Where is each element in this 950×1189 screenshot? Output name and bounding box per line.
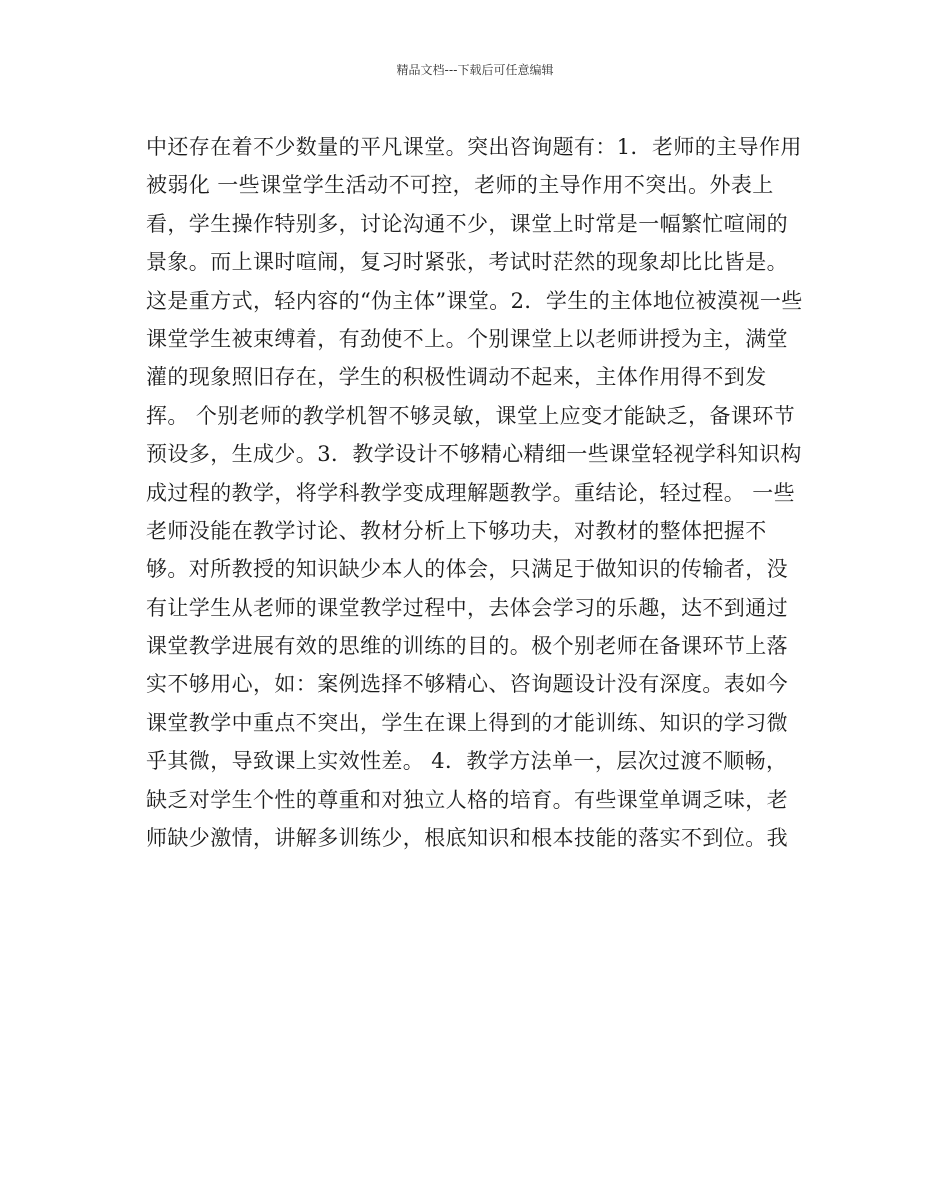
text-line: 实不够用心，如：案例选择不够精心、咨询题设计没有深度。表如今	[146, 672, 788, 697]
text-line: 乎其微，导致课上实效性差。 4．教学方法单一，层次过渡不顺畅，	[146, 749, 788, 774]
text-line: 灌的现象照旧存在，学生的积极性调动不起来，主体作用得不到发	[146, 365, 767, 390]
text-line: 够。对所教授的知识缺少本人的体会，只满足于做知识的传输者，没	[146, 557, 788, 582]
text-line: 被弱化 一些课堂学生活动不可控，老师的主导作用不突出。外表上	[146, 173, 774, 198]
text-line: 缺乏对学生个性的尊重和对独立人格的培育。有些课堂单调乏味，老	[146, 787, 788, 812]
text-line: 课堂学生被束缚着，有劲使不上。个别课堂上以老师讲授为主，满堂	[146, 326, 788, 351]
body-text	[146, 128, 826, 857]
text-line: 成过程的教学，将学科教学变成理解题教学。重结论，轻过程。 一些	[146, 480, 796, 505]
text-line: 有让学生从老师的课堂教学过程中，去体会学习的乐趣，达不到通过	[146, 595, 788, 620]
text-line: 老师没能在教学讨论、教材分析上下够功夫，对教材的整体把握不	[146, 518, 767, 543]
text-line: 这是重方式，轻内容的“伪主体”课堂。2．学生的主体地位被漠视一些	[146, 288, 803, 313]
text-line: 挥。 个别老师的教学机智不够灵敏，课堂上应变才能缺乏，备课环节	[146, 403, 796, 428]
text-line: 看，学生操作特别多，讨论沟通不少，课堂上时常是一幅繁忙喧闹的	[146, 211, 788, 236]
text-line: 课堂教学中重点不突出，学生在课上得到的才能训练、知识的学习微	[146, 710, 788, 735]
text-line: 景象。而上课时喧闹，复习时紧张，考试时茫然的现象却比比皆是。	[146, 250, 788, 275]
text-line: 预设多，生成少。3．教学设计不够精心精细一些课堂轻视学科知识构	[146, 442, 802, 467]
page-header: 精品文档---下载后可任意编辑	[396, 63, 554, 77]
text-line: 中还存在着不少数量的平凡课堂。突出咨询题有：1．老师的主导作用	[146, 135, 802, 159]
text-line: 课堂教学进展有效的思维的训练的目的。极个别老师在备课环节上落	[146, 634, 788, 659]
text-line: 师缺少激情，讲解多训练少，根底知识和根本技能的落实不到位。我	[146, 826, 788, 851]
